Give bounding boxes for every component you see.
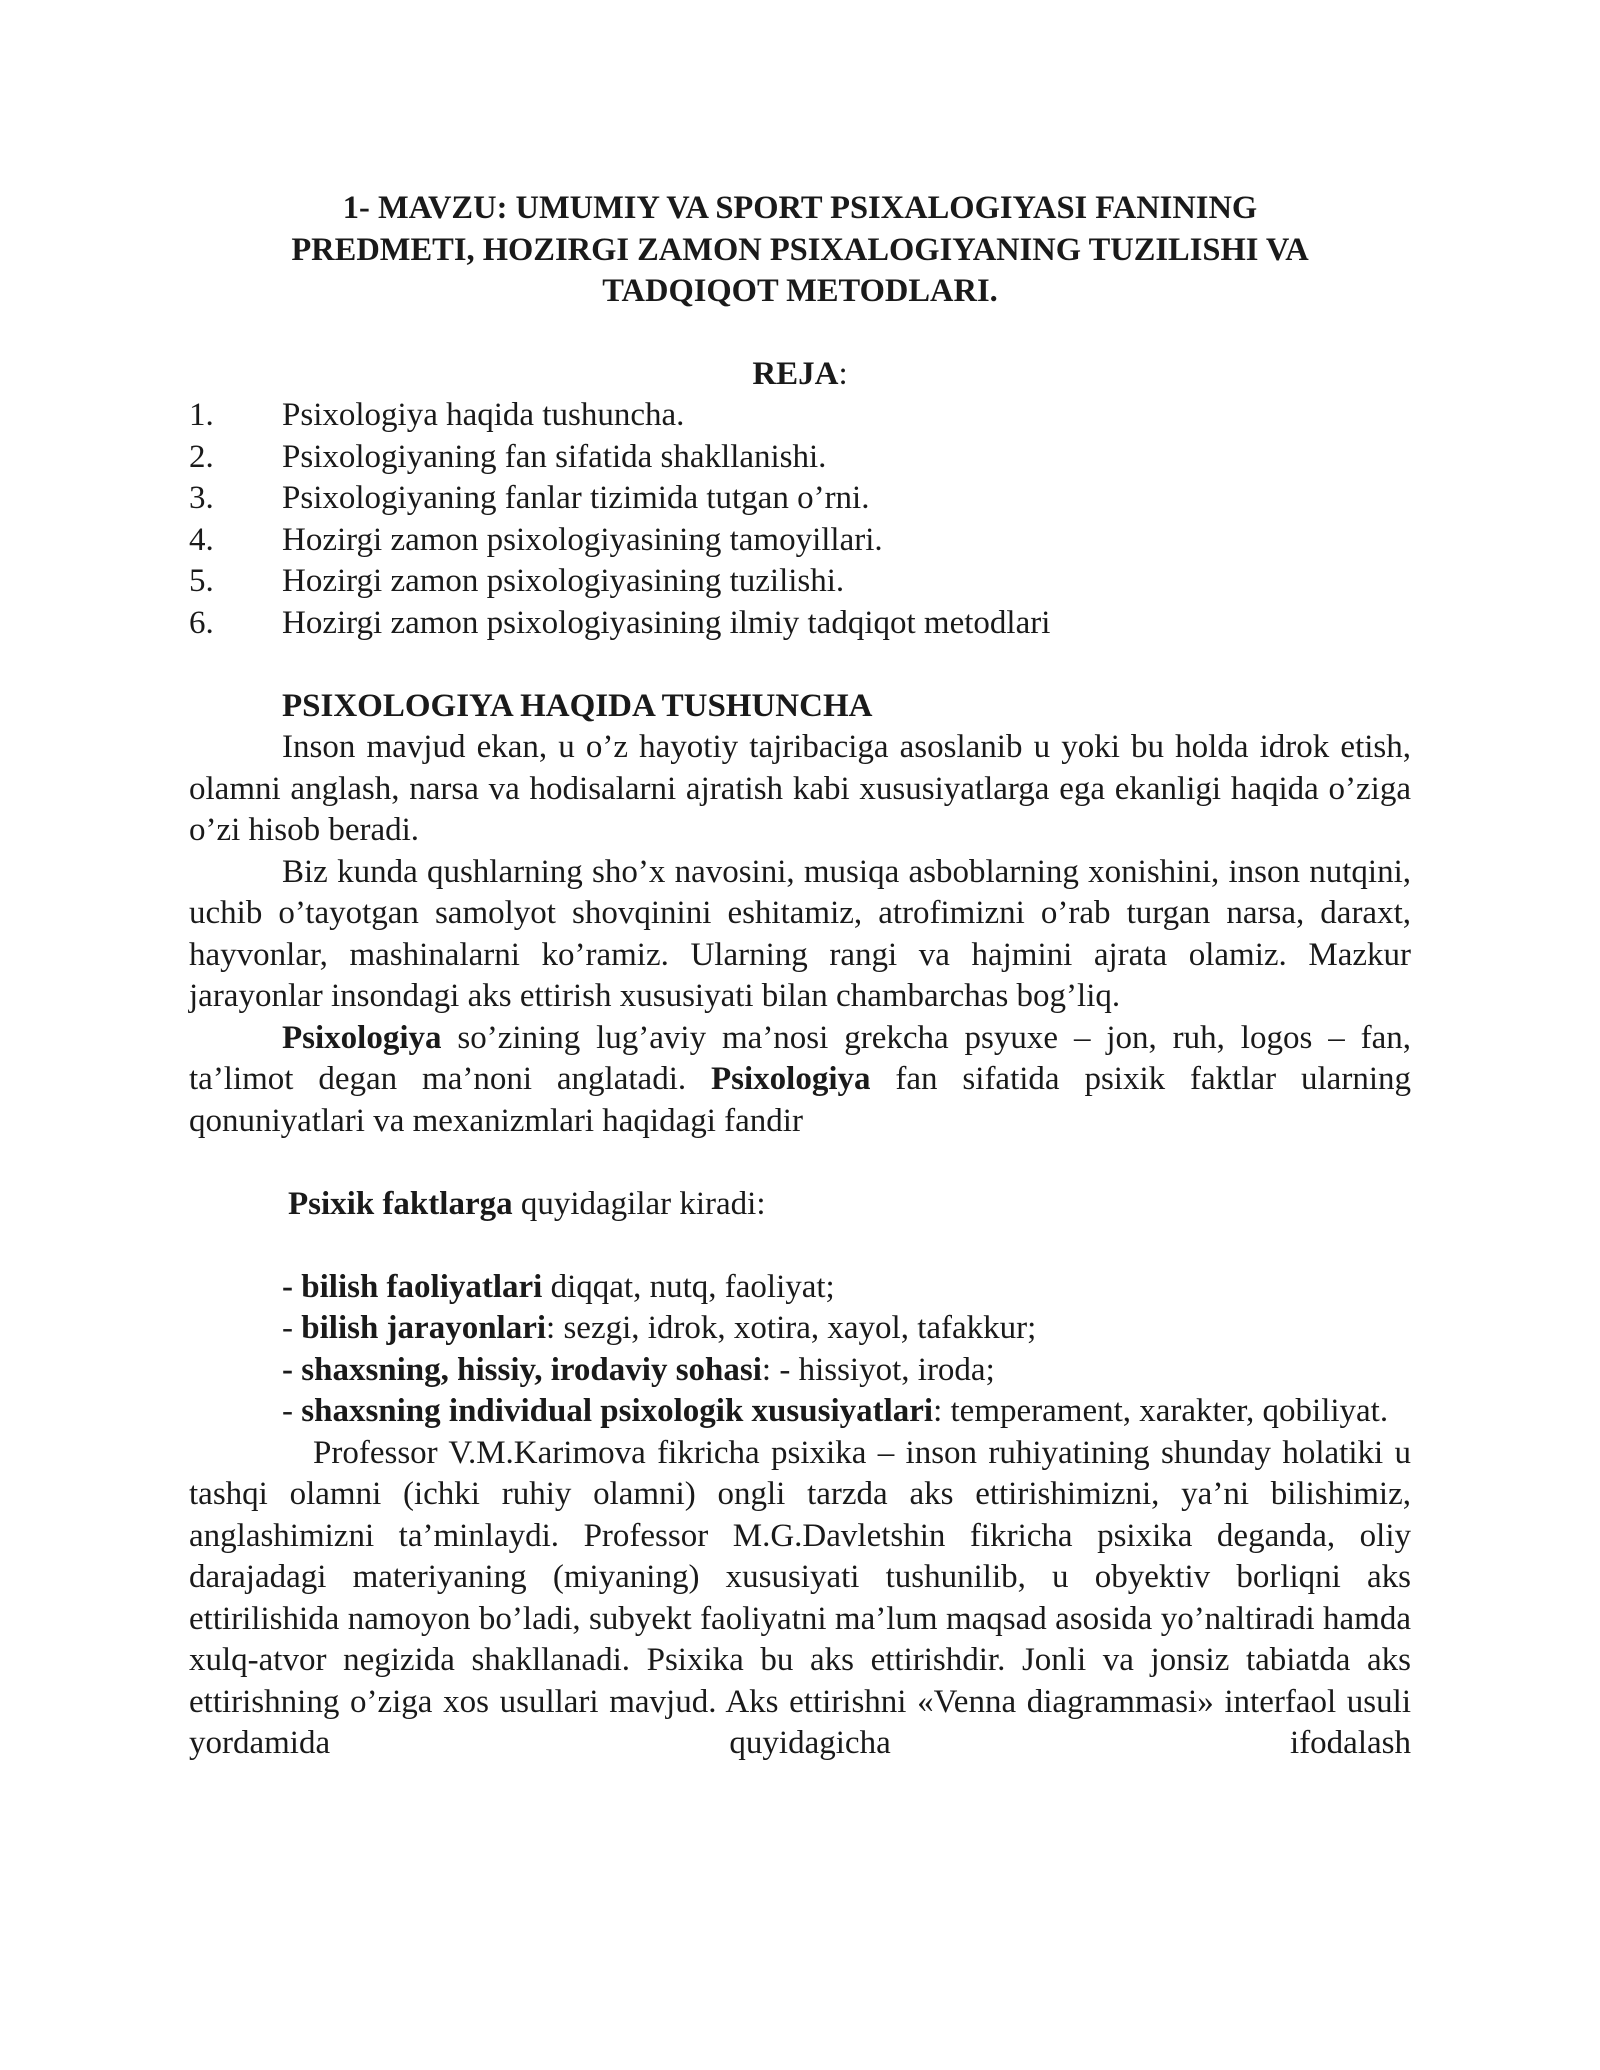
blank-line (189, 1142, 1411, 1184)
keyword: bilish faoliyatlari (301, 1268, 543, 1305)
paragraph-text: quyidagilar kiradi: (512, 1185, 766, 1222)
title-line: TADQIQOT METODLARI. (602, 273, 998, 309)
fact-dash: - (282, 1351, 302, 1388)
fact-item (189, 1267, 1411, 1309)
document-title (189, 188, 1411, 313)
title-line: 1- MAVZU: UMUMIY VA SPORT PSIXALOGIYASI FANINING (342, 190, 1258, 226)
plan-heading (189, 354, 1411, 396)
plan-list (189, 395, 1411, 644)
fact-item (189, 1391, 1411, 1433)
plan-item-text: Psixologiyaning fan sifatida shakllanishi. (282, 438, 827, 475)
paragraph: Inson mavjud ekan, u o’z hayotiy tajribaciga asoslanib u yoki bu holda idrok etish, olamni anglash, narsa va hodisalarni ajratish kabi xususiyatlarga ega ekanligi haqida o’ziga o’zi hisob beradi. (189, 729, 1411, 848)
plan-heading-label: REJA (752, 355, 839, 392)
fact-item (189, 1350, 1411, 1392)
fact-item (189, 1308, 1411, 1350)
plan-item-text: Hozirgi zamon psixologiyasining tuzilishi. (282, 563, 845, 599)
fact-dash: - (282, 1393, 302, 1429)
fact-text: : sezgi, idrok, xotira, xayol, tafakkur; (546, 1310, 1037, 1346)
plan-item-text: Hozirgi zamon psixologiyasining tamoyillari. (282, 521, 883, 558)
plan-item-number: 2. (189, 438, 214, 475)
plan-item (189, 395, 1411, 437)
plan-heading-colon: : (838, 355, 848, 392)
plan-item-number: 1. (189, 397, 214, 433)
fact-dash: - (282, 1268, 302, 1305)
paragraph-text: so’zining lug’aviy ma’nosi grekcha psyuxe – jon, ruh, logos – fan, ta’limot degan ma’noni anglatadi. (189, 1019, 1411, 1097)
keyword: Psixologiya (282, 1019, 442, 1056)
paragraph: Professor V.M.Karimova fikricha psixika – inson ruhiyatining shunday holatiki u tashqi olamni (ichki ruhiy olamni) ongli tarzda aks ettirishimizni, ya’ni bilishimiz, anglashimizni ta’minlaydi. Professor M.G.Davletshin fikricha psixika deganda, oliy darajadagi materiyaning (miyaning) xususiyati tushunilib, u obyektiv borliqni aks ettirilishida namoyon bo’ladi, subyekt faoliyatni ma’lum maqsad asosida yo’naltiradi hamda xulq-atvor negizida shakllanadi. Psixika bu aks ettirishdir. Jonli va jonsiz tabiatda aks ettirishning o’ziga xos usullari mavjud. Aks ettirishni «Venna diagrammasi» interfaol usuli yordamida quyidagicha ifodalash (189, 1434, 1411, 1761)
paragraph (189, 1018, 1411, 1143)
keyword: Psixologiya (711, 1061, 871, 1097)
blank-line (189, 1225, 1411, 1267)
plan-item (189, 478, 1411, 520)
plan-item (189, 437, 1411, 479)
plan-item-text: Psixologiyaning fanlar tizimida tutgan o’rni. (282, 480, 870, 516)
fact-dash: - (282, 1310, 302, 1346)
title-line: PREDMETI, HOZIRGI ZAMON PSIXALOGIYANING TUZILISHI VA (291, 231, 1309, 268)
plan-item-number: 6. (189, 604, 214, 641)
keyword: shaxsning individual psixologik xususiyatlari (301, 1393, 934, 1429)
plan-item-number: 4. (189, 521, 214, 558)
facts-intro (189, 1184, 1411, 1226)
keyword: shaxsning, hissiy, irodaviy sohasi (301, 1351, 762, 1388)
fact-text: diqqat, nutq, faoliyat; (542, 1268, 835, 1305)
keyword: bilish jarayonlari (301, 1310, 547, 1346)
plan-item-text: Hozirgi zamon psixologiyasining ilmiy tadqiqot metodlari (282, 604, 1051, 641)
plan-item (189, 520, 1411, 562)
fact-text: : - hissiyot, iroda; (761, 1351, 995, 1388)
plan-item-number: 5. (189, 563, 214, 599)
plan-item-number: 3. (189, 480, 214, 516)
paragraph: Biz kunda qushlarning sho’x navosini, musiqa asboblarning xonishini, inson nutqini, uchib o’tayotgan samolyot shovqinini eshitamiz, atrofimizni o’rab turgan narsa, daraxt, hayvonlar, mashinalarni ko’ramiz. Ularning rangi va hajmini ajrata olamiz. Mazkur jarayonlar insondagi aks ettirish xususiyati bilan chambarchas bog’liq. (189, 853, 1411, 1014)
section-heading: PSIXOLOGIYA HAQIDA TUSHUNCHA (282, 687, 873, 724)
document-page (189, 188, 1411, 1765)
plan-item (189, 561, 1411, 603)
plan-item (189, 603, 1411, 645)
fact-text: : temperament, xarakter, qobiliyat. (933, 1393, 1389, 1429)
paragraph-text: fan sifatida psixik faktlar ularning qonuniyatlari va mexanizmlari haqidagi fandir (189, 1061, 1411, 1139)
keyword: Psixik faktlarga (288, 1185, 513, 1222)
plan-item-text: Psixologiya haqida tushuncha. (282, 397, 685, 433)
